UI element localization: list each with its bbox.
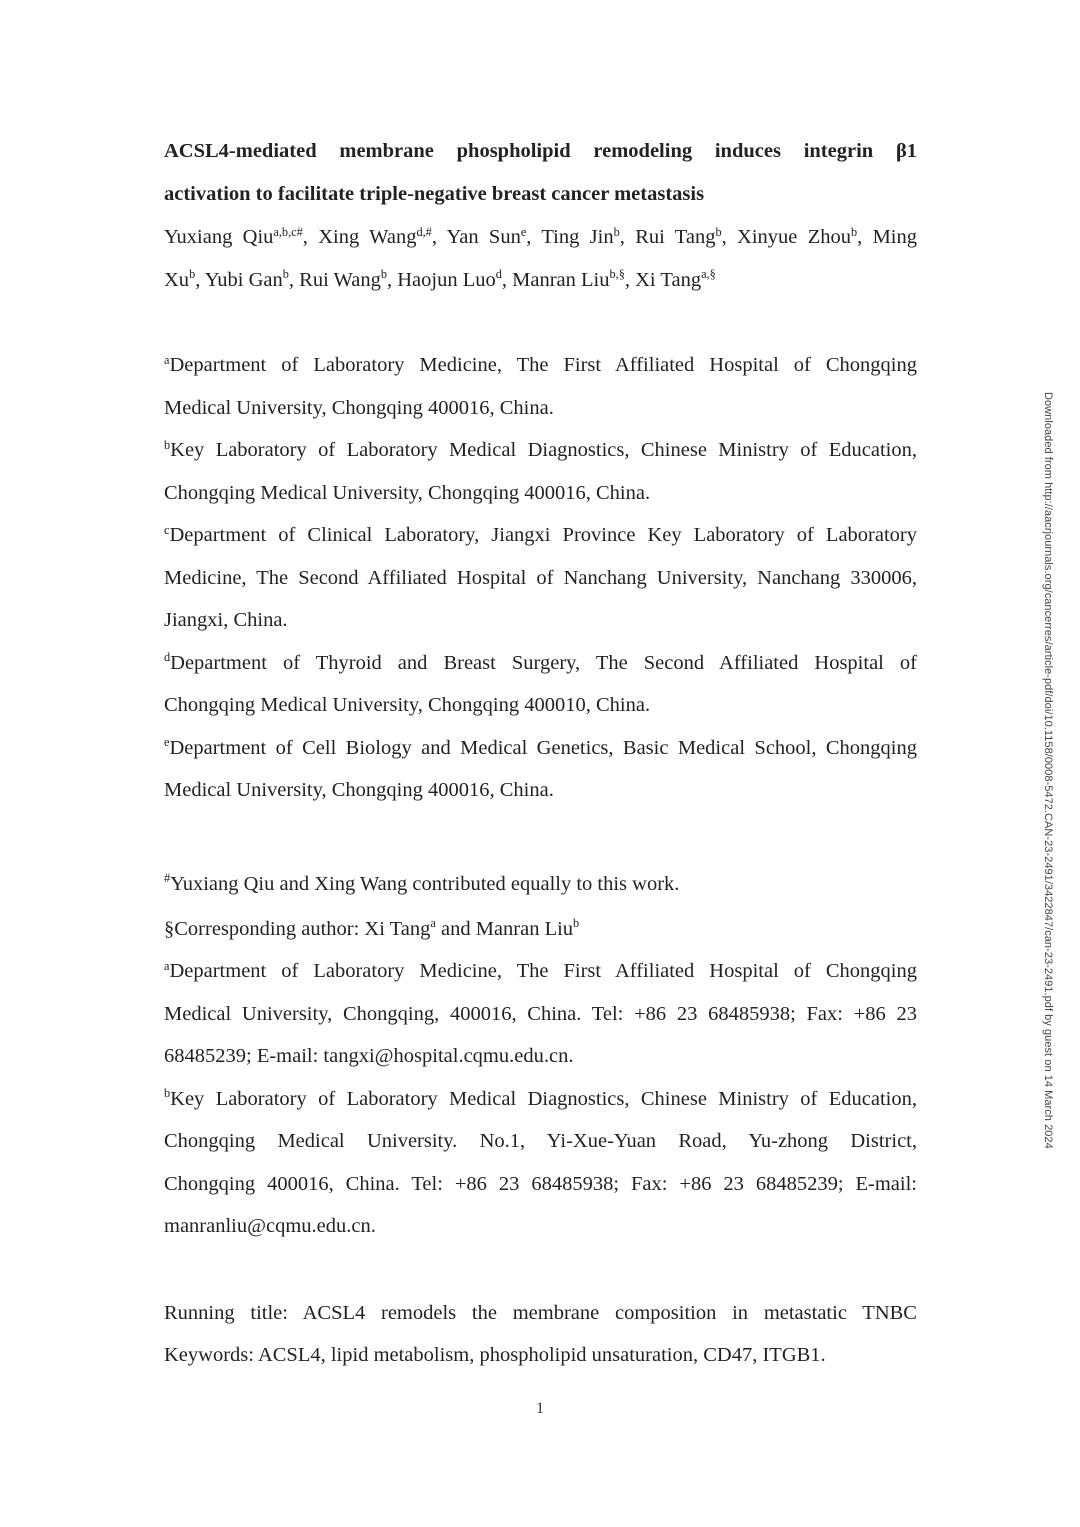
author-name-part-1: Ming	[872, 226, 918, 248]
correspondence-b-line-3: Chongqing 400016, China. Tel: +86 23 68485938; Fax: +86 23 68485239; E-mail:	[164, 1172, 917, 1195]
author-affiliation-mark: b	[189, 267, 196, 282]
affiliation-b-line-1: $^b$Key Laboratory of Laboratory Medical Diagnostics, Chinese Ministry of Education,	[164, 437, 917, 461]
author-name: Xing Wang	[318, 226, 417, 248]
title-line-1: ACSL4-mediated membrane phospholipid remodeling induces integrin β1	[164, 140, 917, 162]
author-affiliation-mark: b	[850, 224, 858, 239]
affiliations	[164, 344, 917, 812]
author-affiliation-mark: b	[715, 224, 722, 239]
correspondence-a-line-3: 68485239; E-mail: tangxi@hospital.cqmu.edu.cn.	[164, 1045, 574, 1067]
correspondence-a-line-2: Medical University, Chongqing, 400016, China. Tel: +86 23 68485938; Fax: +86 23	[164, 1002, 917, 1025]
correspondence-b-line-4: manranliu@cqmu.edu.cn.	[164, 1215, 376, 1237]
affiliation-a-line-2: Medical University, Chongqing 400016, China.	[164, 396, 554, 419]
author-line-1: Yuxiang Qiu$^{a,b,c\#}$, Xing Wang$^{d,\#}$, Yan Sun$^e$, Ting Jin$^b$, Rui Tang$^b$, Xinyue Zhou$^b$, Ming	[164, 224, 918, 248]
note-mark: §	[164, 917, 175, 940]
affiliation-d-line-2: Chongqing Medical University, Chongqing 400010, China.	[164, 694, 651, 716]
author-name: Yuxiang Qiu	[164, 226, 274, 248]
correspondence-a-line-1: $^a$Department of Laboratory Medicine, The First Affiliated Hospital of Chongqing	[164, 958, 917, 982]
affiliation-mark: b	[164, 437, 171, 452]
author-name: Xi Tang	[635, 268, 702, 291]
affiliation-c-line-2: Medicine, The Second Affiliated Hospital of Nanchang University, Nanchang 330006,	[164, 566, 917, 589]
running-title: Running title: ACSL4 remodels the membrane composition in metastatic TNBC	[164, 1301, 917, 1324]
author-affiliation-mark: a,b,c#	[273, 224, 303, 239]
author-affiliation-mark: e	[520, 224, 527, 239]
affiliation-c-line-1: $^c$Department of Clinical Laboratory, Jiangxi Province Key Laboratory of Laboratory	[164, 522, 917, 546]
corresponding-author-note: §Corresponding author: Xi Tang$^a$ and Manran Liu$^b$	[164, 916, 580, 940]
author-name: Yan Sun	[446, 226, 521, 248]
author-affiliation-mark: b,§	[609, 267, 625, 282]
article-title	[164, 130, 917, 216]
author-affiliation-mark: a,§	[701, 267, 716, 282]
correspondence-b-line-2: Chongqing Medical University. No.1, Yi-Xue-Yuan Road, Yu-zhong District,	[164, 1130, 917, 1152]
page-content	[164, 130, 917, 1377]
title-line-2: activation to facilitate triple-negative breast cancer metastasis	[164, 183, 705, 205]
author-name: Haojun Luo	[397, 268, 496, 291]
affiliation-c-line-3: Jiangxi, China.	[164, 609, 288, 631]
author-name: Ting Jin	[541, 226, 614, 248]
affiliation-a-line-1: $^a$Department of Laboratory Medicine, The First Affiliated Hospital of Chongqing	[164, 352, 917, 376]
affiliation-mark: c	[164, 522, 170, 537]
author-name: Rui Wang	[299, 268, 381, 291]
author-name: Yubi Gan	[204, 268, 283, 291]
affiliation-b-line-2: Chongqing Medical University, Chongqing 400016, China.	[164, 481, 651, 504]
affiliation-mark: e	[164, 735, 170, 750]
affiliation-mark: a	[164, 958, 170, 973]
keywords: Keywords: ACSL4, lipid metabolism, phospholipid unsaturation, CD47, ITGB1.	[164, 1344, 826, 1366]
author-affiliation-mark: d,#	[416, 224, 432, 239]
affiliation-mark: a	[164, 352, 170, 367]
affiliation-e-line-1: $^e$Department of Cell Biology and Medical Genetics, Basic Medical School, Chongqing	[164, 735, 917, 759]
author-list	[164, 216, 917, 301]
author-name: Manran Liu	[512, 268, 610, 291]
affiliation-mark: d	[164, 650, 171, 665]
author-affiliation-mark: b	[613, 224, 620, 239]
affiliation-d-line-1: $^d$Department of Thyroid and Breast Surgery, The Second Affiliated Hospital of	[164, 650, 917, 674]
author-affiliation-mark: b	[282, 267, 289, 282]
affiliation-e-line-2: Medical University, Chongqing 400016, China.	[164, 779, 554, 801]
equal-contribution-note: #Yuxiang Qiu and Xing Wang contributed equally to this work.	[164, 871, 680, 895]
title-and-keywords	[164, 1292, 917, 1377]
author-affiliation-mark: d	[495, 267, 502, 282]
author-line-2: Xu$^b$, Yubi Gan$^b$, Rui Wang$^b$, Haojun Luo$^d$, Manran Liu$^{b,\S}$, Xi Tang$^{a,\S}$	[164, 267, 716, 291]
note-mark: #	[164, 871, 171, 886]
author-name: Rui Tang	[635, 226, 716, 248]
affiliation-mark: b	[164, 1086, 171, 1101]
author-notes	[164, 860, 917, 1248]
author-name-part-2: Xu	[164, 268, 190, 291]
correspondence-b-line-1: $^b$Key Laboratory of Laboratory Medical Diagnostics, Chinese Ministry of Education,	[164, 1086, 917, 1110]
page-number: 1	[536, 1400, 544, 1417]
author-affiliation-mark: b	[380, 267, 387, 282]
author-name: Xinyue Zhou	[737, 226, 851, 248]
download-watermark: Downloaded from http://aacrjournals.org/cancerres/article-pdf/doi/10.1158/0008-5472.CAN-23-2491/3422847/can-23-2491.pdf by guest on 14 March 2024	[1042, 392, 1054, 1149]
